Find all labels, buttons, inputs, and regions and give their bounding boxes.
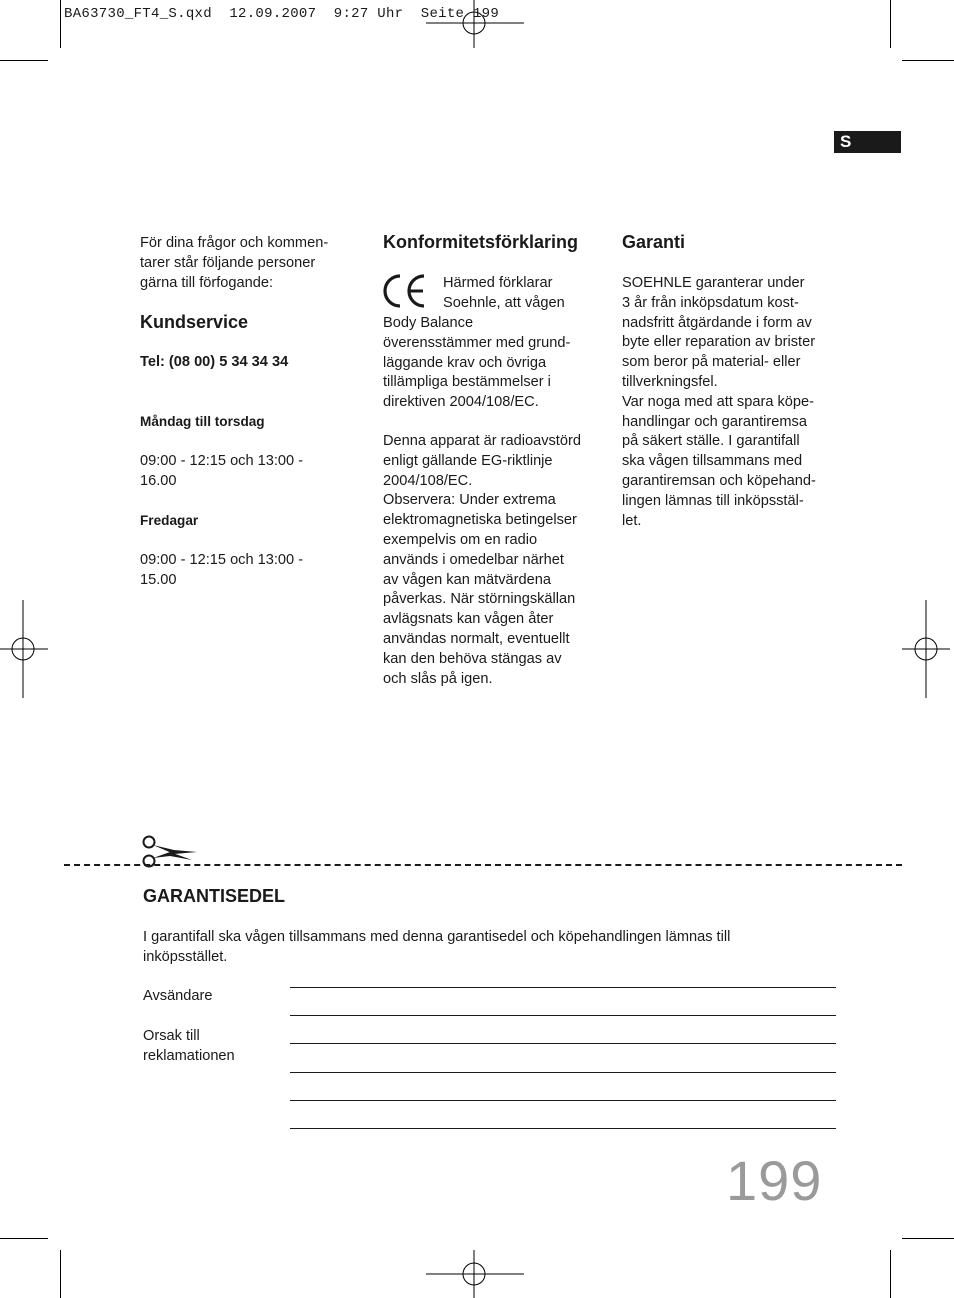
konformitet-heading: Konformitetsförklaring (383, 232, 579, 252)
language-tab: S (834, 131, 901, 153)
registration-mark-right (902, 600, 950, 698)
ce-mark-icon (380, 272, 428, 310)
conformity-body: Body Balance överensstämmer med grund- läggande krav och övriga tillämpliga bestämmelser i direktiven 2004/108/EC. (383, 315, 571, 411)
crop-mark (60, 0, 61, 48)
ce-declaration-text: Härmed förklarar Soehnle, att vågen (443, 275, 565, 311)
crop-mark (890, 1250, 891, 1298)
form-line[interactable] (290, 1015, 836, 1016)
garantisedel-text: I garantifall ska vågen tillsammans med denna garantisedel och köpehandlingen lämnas till inköpsstället. (143, 929, 731, 965)
sender-label: Avsändare (143, 988, 213, 1004)
kundservice-heading: Kundservice (140, 312, 249, 332)
form-line[interactable] (290, 1100, 836, 1101)
form-line[interactable] (290, 1128, 836, 1129)
weekday-hours: 09:00 - 12:15 och 13:00 - 16.00 (140, 453, 304, 489)
crop-mark (0, 1238, 48, 1239)
registration-mark-left (0, 600, 48, 698)
crop-mark (0, 60, 48, 61)
crop-mark (902, 60, 954, 61)
phone-number: Tel: (08 00) 5 34 34 34 (140, 354, 289, 370)
file-slug: BA63730_FT4_S.qxd 12.09.2007 9:27 Uhr Seite 199 (64, 6, 500, 22)
cut-line (64, 864, 902, 866)
crop-mark (902, 1238, 954, 1239)
garanti-body: SOEHNLE garanterar under 3 år från inköpsdatum kost- nadsfritt åtgärdande i form av byte eller reparation av brister som beror på material- eller tillverkningsfel. Var noga med att spara köpe- handlingar och garantiremsa på säkert ställe. I garantifall ska vågen tillsammans med garantiremsan och köpehand- lingen lämnas till inköpsstäl- let. (622, 275, 816, 529)
form-line[interactable] (290, 1072, 836, 1073)
reason-label: Orsak till reklamationen (143, 1028, 235, 1064)
registration-mark-bottom (426, 1250, 524, 1298)
weekday-label: Måndag till torsdag (140, 414, 265, 429)
garantisedel-heading: GARANTISEDEL (143, 886, 286, 906)
registration-mark-top (426, 0, 524, 48)
form-line[interactable] (290, 1043, 836, 1044)
form-line[interactable] (290, 987, 836, 988)
friday-label: Fredagar (140, 513, 199, 528)
crop-mark (60, 1250, 61, 1298)
page-number: 199 (726, 1149, 823, 1212)
friday-hours: 09:00 - 12:15 och 13:00 - 15.00 (140, 552, 304, 588)
radio-interference-text: Denna apparat är radioavstörd enligt gällande EG-riktlinje 2004/108/EC. Observera: Under extrema elektromagnetiska betingelser exempelvis om en radio används i omedelbar närhet av vågen kan mätvärdena påverkas. När störningskällan avlägsnats kan vågen åter användas normalt, eventuellt kan den behöva stängas av och slås på igen. (383, 433, 581, 687)
service-intro: För dina frågor och kommen- tarer står följande personer gärna till förfogande: (140, 235, 329, 291)
crop-mark (890, 0, 891, 48)
garanti-heading: Garanti (622, 232, 686, 252)
